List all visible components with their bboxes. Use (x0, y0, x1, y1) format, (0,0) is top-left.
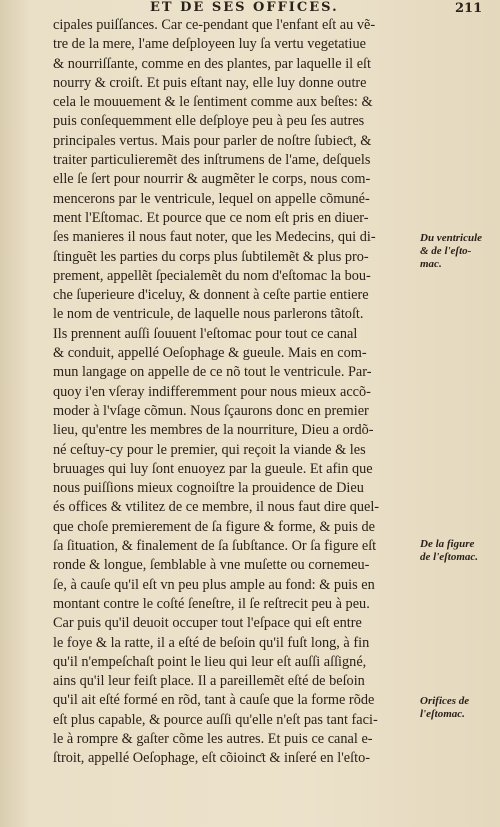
text-line: ronde & longue, ſemblable à vne muſette ou cornemeu- (53, 557, 370, 574)
text-line: & conduit, appellé Oeſophage & gueule. Mais en com- (53, 345, 367, 362)
text-line: puis conſequemment elle deſploye peu à peu ſes autres (53, 113, 365, 130)
margin-note-line: de l'eſtomac. (420, 551, 479, 563)
text-line: mun langage on appelle de ce nõ tout le ventricule. Par- (53, 364, 372, 381)
text-line: qu'il n'empeſchaſt point le lieu qui leur eſt auſſi aſſigné, (53, 653, 367, 670)
text-line: principales vertus. Mais pour parler de noſtre ſubieƈt, & (53, 132, 372, 149)
text-line: & nourriſſante, comme en des plantes, par laquelle il eſt (53, 55, 372, 72)
text-line: quoy i'en vſeray indifferemment pour nous mieux accõ- (53, 383, 371, 400)
text-line: ains qu'il leur feiſt place. Il a pareillemẽt eſté de beſoin (53, 673, 365, 690)
text-line: lieu, qu'entre les membres de la nourriture, Dieu a ordõ- (53, 422, 374, 439)
text-line: que choſe premierement de ſa figure & forme, & puis de (53, 518, 375, 535)
text-line: cela le mouuement & le ſentiment comme aux beſtes: & (53, 94, 373, 111)
margin-note-line: Du ventricule (420, 232, 483, 244)
margin-note-figure (420, 538, 500, 564)
text-line: qu'il ait eſté formé en rõd, tant à cauſe que la forme rõde (53, 692, 375, 709)
text-line: és offices & vtilitez de ce membre, il nous faut dire quel- (53, 499, 380, 516)
text-line: mencerons par le ventricule, lequel on appelle cõmuné- (53, 190, 370, 207)
text-line: tre de la mere, l'ame deſployeen luy ſa vertu vegetatiue (53, 36, 366, 53)
body-text (53, 16, 415, 769)
page-header (0, 0, 500, 16)
text-line: moder à l'vſage cõmun. Nous ſçaurons donc en premier (53, 402, 369, 419)
text-line: ſtroit, appellé Oeſophage, eſt cõioinƈt & inſeré en l'eſto- (53, 750, 370, 767)
text-line: eſt plus capable, & pource auſſi qu'elle n'eſt pas tant faci- (53, 711, 378, 728)
text-line: bruuages qui luy ſont enuoyez par la gueule. Et afin que (53, 460, 373, 477)
text-line: le nom de ventricule, de laquelle nous parlerons tãtoſt. (53, 306, 364, 323)
text-line: nourry & croiſt. Et puis eſtant nay, elle luy donne outre (53, 74, 367, 91)
margin-note-line: mac. (420, 258, 442, 270)
margin-note-ventricule (420, 232, 500, 271)
text-line: nous puiſſions mieux cognoiſtre la prouidence de Dieu (53, 480, 364, 497)
text-line: Car puis qu'il deuoit occuper tout l'eſpace qui eſt entre (53, 615, 362, 632)
text-line: che ſuperieure d'iceluy, & donnent à ceſte partie entiere (53, 287, 369, 304)
margin-note-line: l'eſtomac. (420, 708, 465, 720)
text-line: le foye & la ratte, il a eſté de beſoin qu'il fuſt long, à fin (53, 634, 370, 651)
margin-note-orifices (420, 695, 500, 721)
text-line: elle ſe ſert pour nourrir & augmẽter le corps, nous com- (53, 171, 371, 188)
text-line: montant contre le coſté ſeneſtre, il ſe reſtrecit peu à peu. (53, 595, 370, 612)
text-line: Ils prennent auſſi ſouuent l'eſtomac pour tout ce canal (53, 325, 358, 342)
text-line: ſa ſituation, & finalement de ſa ſubſtance. Or ſa figure eſt (53, 538, 377, 555)
text-line: ſes manieres il nous faut noter, que les Medecins, qui di- (53, 229, 376, 246)
text-line: ſtinguẽt les parties du corps plus ſubtilemẽt & plus pro- (53, 248, 369, 265)
page-number: 211 (455, 1, 483, 16)
margin-note-line: & de l'eſto- (420, 245, 472, 257)
text-line: ſe, à cauſe qu'il eſt vn peu plus ample au fond: & puis en (53, 576, 375, 593)
running-head: ET DE SES OFFICES. (150, 0, 339, 15)
text-line: le à rompre & gaſter cõme les autres. Et puis ce canal e- (53, 730, 373, 747)
text-line: cipales puiſſances. Car ce-pendant que l'enfant eſt au vẽ- (53, 17, 376, 33)
text-line: ment l'Eſtomac. Et pource que ce nom eſt pris en diuer- (53, 209, 369, 226)
text-line: traiter particulieremẽt des inſtrumens de l'ame, deſquels (53, 152, 371, 169)
margin-note-line: Orifices de (420, 695, 470, 707)
margin-note-line: De la figure (420, 538, 475, 550)
text-line: prement, appellẽt ſpecialemẽt du nom d'eſtomac la bou- (53, 267, 371, 284)
text-line: né ceſtuy-cy pour le premier, qui reçoit la viande & les (53, 441, 366, 458)
